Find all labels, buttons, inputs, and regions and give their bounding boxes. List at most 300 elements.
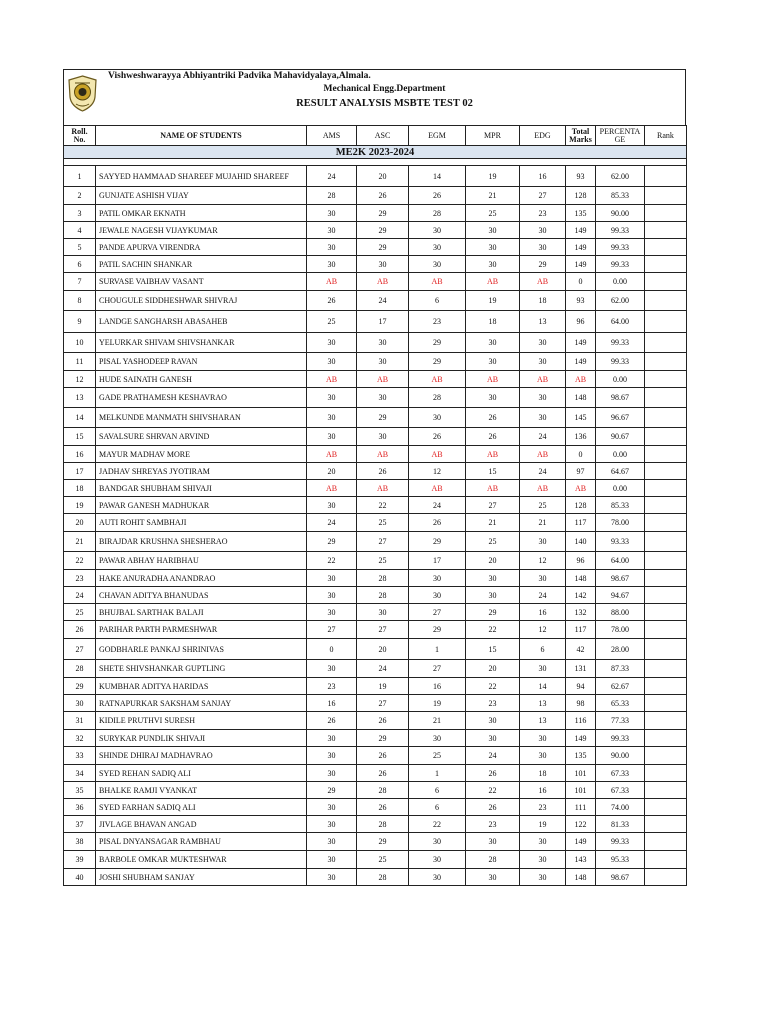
egm-mark: 16 — [409, 678, 466, 695]
asc-mark: 26 — [357, 799, 409, 816]
rank — [645, 256, 687, 273]
col-roll-header: Roll. No. — [64, 126, 96, 146]
asc-mark: 22 — [357, 497, 409, 514]
rank — [645, 205, 687, 222]
table-row — [64, 291, 687, 311]
roll-no: 11 — [64, 353, 96, 371]
egm-mark: 14 — [409, 166, 466, 187]
asc-mark: 30 — [357, 256, 409, 273]
percentage: 65.33 — [596, 695, 645, 712]
table-row — [64, 408, 687, 428]
percentage: 85.33 — [596, 497, 645, 514]
rank — [645, 695, 687, 712]
ams-mark: 30 — [307, 799, 357, 816]
table-row — [64, 604, 687, 621]
edg-mark: 30 — [520, 869, 566, 886]
roll-no: 29 — [64, 678, 96, 695]
percentage: 95.33 — [596, 851, 645, 869]
mpr-mark: 19 — [466, 166, 520, 187]
roll-no: 34 — [64, 765, 96, 782]
percentage: 90.67 — [596, 428, 645, 446]
col-ams-header: AMS — [307, 126, 357, 146]
student-name: BARBOLE OMKAR MUKTESHWAR — [96, 851, 307, 869]
edg-mark: 12 — [520, 552, 566, 570]
roll-no: 33 — [64, 747, 96, 765]
egm-mark: 23 — [409, 311, 466, 333]
asc-mark: 30 — [357, 333, 409, 353]
results-table — [63, 125, 687, 886]
roll-no: 21 — [64, 532, 96, 552]
student-name: MAYUR MADHAV MORE — [96, 446, 307, 463]
total-marks: 111 — [566, 799, 596, 816]
table-row — [64, 712, 687, 730]
student-name: BHUJBAL SARTHAK BALAJI — [96, 604, 307, 621]
table-row — [64, 388, 687, 408]
col-rank-header: Rank — [645, 126, 687, 146]
rank — [645, 851, 687, 869]
roll-no: 26 — [64, 621, 96, 639]
table-row — [64, 333, 687, 353]
student-name: BHALKE RAMJI VYANKAT — [96, 782, 307, 799]
asc-mark: AB — [357, 480, 409, 497]
asc-mark: 24 — [357, 660, 409, 678]
asc-mark: AB — [357, 371, 409, 388]
total-marks: 122 — [566, 816, 596, 833]
edg-mark: AB — [520, 446, 566, 463]
asc-mark: 28 — [357, 587, 409, 604]
ams-mark: 16 — [307, 695, 357, 712]
total-marks: 96 — [566, 311, 596, 333]
rank — [645, 782, 687, 799]
asc-mark: 30 — [357, 353, 409, 371]
total-marks: 148 — [566, 869, 596, 886]
table-row — [64, 428, 687, 446]
table-row — [64, 532, 687, 552]
egm-mark: 17 — [409, 552, 466, 570]
edg-mark: 30 — [520, 660, 566, 678]
total-marks: 135 — [566, 747, 596, 765]
asc-mark: 29 — [357, 408, 409, 428]
total-marks: AB — [566, 371, 596, 388]
mpr-mark: 22 — [466, 678, 520, 695]
roll-no: 7 — [64, 273, 96, 291]
rank — [645, 570, 687, 587]
edg-mark: AB — [520, 480, 566, 497]
total-marks: 149 — [566, 353, 596, 371]
ams-mark: 27 — [307, 621, 357, 639]
edg-mark: 16 — [520, 604, 566, 621]
rank — [645, 833, 687, 851]
total-marks: 149 — [566, 239, 596, 256]
rank — [645, 463, 687, 480]
student-name: AUTI ROHIT SAMBHAJI — [96, 514, 307, 532]
ams-mark: AB — [307, 480, 357, 497]
roll-no: 16 — [64, 446, 96, 463]
ams-mark: 30 — [307, 730, 357, 747]
student-name: GUNJATE ASHISH VIJAY — [96, 187, 307, 205]
table-row — [64, 816, 687, 833]
percentage: 98.67 — [596, 570, 645, 587]
edg-mark: 30 — [520, 353, 566, 371]
table-row — [64, 660, 687, 678]
rank — [645, 497, 687, 514]
ams-mark: 22 — [307, 552, 357, 570]
student-name: JADHAV SHREYAS JYOTIRAM — [96, 463, 307, 480]
asc-mark: 20 — [357, 639, 409, 660]
table-row — [64, 869, 687, 886]
percentage: 74.00 — [596, 799, 645, 816]
mpr-mark: 20 — [466, 552, 520, 570]
ams-mark: 30 — [307, 851, 357, 869]
ams-mark: 30 — [307, 765, 357, 782]
total-marks: 117 — [566, 514, 596, 532]
table-row — [64, 639, 687, 660]
roll-no: 14 — [64, 408, 96, 428]
egm-mark: 26 — [409, 428, 466, 446]
asc-mark: 29 — [357, 730, 409, 747]
edg-mark: 30 — [520, 239, 566, 256]
student-name: SURVASE VAIBHAV VASANT — [96, 273, 307, 291]
rank — [645, 428, 687, 446]
roll-no: 38 — [64, 833, 96, 851]
table-row — [64, 256, 687, 273]
egm-mark: 28 — [409, 388, 466, 408]
egm-mark: 30 — [409, 256, 466, 273]
student-name: YELURKAR SHIVAM SHIVSHANKAR — [96, 333, 307, 353]
edg-mark: 30 — [520, 730, 566, 747]
column-header-row — [64, 126, 687, 146]
student-name: PANDE APURVA VIRENDRA — [96, 239, 307, 256]
percentage: 62.00 — [596, 166, 645, 187]
rank — [645, 371, 687, 388]
asc-mark: 20 — [357, 166, 409, 187]
table-row — [64, 371, 687, 388]
table-row — [64, 587, 687, 604]
total-marks: 149 — [566, 730, 596, 747]
rank — [645, 621, 687, 639]
total-marks: 148 — [566, 570, 596, 587]
edg-mark: 29 — [520, 256, 566, 273]
rank — [645, 353, 687, 371]
percentage: 64.00 — [596, 552, 645, 570]
percentage: 0.00 — [596, 273, 645, 291]
student-rows — [64, 166, 687, 886]
egm-mark: AB — [409, 480, 466, 497]
student-name: SHINDE DHIRAJ MADHAVRAO — [96, 747, 307, 765]
egm-mark: 6 — [409, 291, 466, 311]
table-row — [64, 678, 687, 695]
mpr-mark: 30 — [466, 256, 520, 273]
ams-mark: 30 — [307, 388, 357, 408]
edg-mark: 23 — [520, 799, 566, 816]
ams-mark: 23 — [307, 678, 357, 695]
edg-mark: 30 — [520, 408, 566, 428]
percentage: 64.00 — [596, 311, 645, 333]
egm-mark: AB — [409, 446, 466, 463]
rank — [645, 187, 687, 205]
roll-no: 1 — [64, 166, 96, 187]
mpr-mark: 25 — [466, 532, 520, 552]
rank — [645, 273, 687, 291]
table-row — [64, 851, 687, 869]
asc-mark: AB — [357, 446, 409, 463]
roll-no: 31 — [64, 712, 96, 730]
student-name: SAVALSURE SHRVAN ARVIND — [96, 428, 307, 446]
egm-mark: 30 — [409, 570, 466, 587]
egm-mark: 21 — [409, 712, 466, 730]
total-marks: 98 — [566, 695, 596, 712]
egm-mark: 27 — [409, 604, 466, 621]
ams-mark: 24 — [307, 166, 357, 187]
roll-no: 6 — [64, 256, 96, 273]
percentage: 99.33 — [596, 333, 645, 353]
table-row — [64, 514, 687, 532]
percentage: 90.00 — [596, 205, 645, 222]
ams-mark: 30 — [307, 604, 357, 621]
edg-mark: 30 — [520, 747, 566, 765]
mpr-mark: 15 — [466, 463, 520, 480]
egm-mark: 25 — [409, 747, 466, 765]
table-row — [64, 782, 687, 799]
table-row — [64, 166, 687, 187]
percentage: 0.00 — [596, 480, 645, 497]
percentage: 90.00 — [596, 747, 645, 765]
table-row — [64, 695, 687, 712]
col-name-header: NAME OF STUDENTS — [96, 126, 307, 146]
percentage: 67.33 — [596, 782, 645, 799]
total-marks: 149 — [566, 222, 596, 239]
ams-mark: 30 — [307, 497, 357, 514]
rank — [645, 660, 687, 678]
ams-mark: 30 — [307, 587, 357, 604]
egm-mark: AB — [409, 371, 466, 388]
percentage: 64.67 — [596, 463, 645, 480]
ams-mark: AB — [307, 371, 357, 388]
rank — [645, 480, 687, 497]
edg-mark: 19 — [520, 816, 566, 833]
rank — [645, 730, 687, 747]
student-name: SYED REHAN SADIQ ALI — [96, 765, 307, 782]
rank — [645, 514, 687, 532]
mpr-mark: 30 — [466, 222, 520, 239]
rank — [645, 799, 687, 816]
roll-no: 24 — [64, 587, 96, 604]
ams-mark: 28 — [307, 187, 357, 205]
ams-mark: 30 — [307, 570, 357, 587]
egm-mark: AB — [409, 273, 466, 291]
col-edg-header: EDG — [520, 126, 566, 146]
total-marks: 101 — [566, 765, 596, 782]
percentage: 0.00 — [596, 371, 645, 388]
asc-mark: 26 — [357, 463, 409, 480]
mpr-mark: 27 — [466, 497, 520, 514]
rank — [645, 587, 687, 604]
ams-mark: 30 — [307, 660, 357, 678]
total-marks: 145 — [566, 408, 596, 428]
edg-mark: 13 — [520, 695, 566, 712]
rank — [645, 747, 687, 765]
roll-no: 30 — [64, 695, 96, 712]
percentage: 99.33 — [596, 833, 645, 851]
edg-mark: 21 — [520, 514, 566, 532]
student-name: JEWALE NAGESH VIJAYKUMAR — [96, 222, 307, 239]
roll-no: 10 — [64, 333, 96, 353]
mpr-mark: 22 — [466, 782, 520, 799]
edg-mark: 18 — [520, 765, 566, 782]
col-asc-header: ASC — [357, 126, 409, 146]
roll-no: 25 — [64, 604, 96, 621]
mpr-mark: AB — [466, 446, 520, 463]
mpr-mark: 30 — [466, 333, 520, 353]
institution-name: Vishweshwarayya Abhiyantriki Padvika Mahavidyalaya,Almala. — [108, 71, 371, 81]
student-name: KUMBHAR ADITYA HARIDAS — [96, 678, 307, 695]
batch-row — [64, 146, 687, 159]
total-marks: 142 — [566, 587, 596, 604]
egm-mark: 26 — [409, 514, 466, 532]
roll-no: 23 — [64, 570, 96, 587]
student-name: PATIL OMKAR EKNATH — [96, 205, 307, 222]
student-name: SHETE SHIVSHANKAR GUPTLING — [96, 660, 307, 678]
edg-mark: 27 — [520, 187, 566, 205]
egm-mark: 24 — [409, 497, 466, 514]
table-row — [64, 747, 687, 765]
egm-mark: 30 — [409, 587, 466, 604]
mpr-mark: AB — [466, 480, 520, 497]
percentage: 96.67 — [596, 408, 645, 428]
percentage: 62.67 — [596, 678, 645, 695]
table-row — [64, 480, 687, 497]
ams-mark: 30 — [307, 256, 357, 273]
result-sheet — [63, 69, 686, 886]
rank — [645, 712, 687, 730]
table-row — [64, 222, 687, 239]
asc-mark: 26 — [357, 712, 409, 730]
edg-mark: AB — [520, 273, 566, 291]
mpr-mark: 26 — [466, 428, 520, 446]
asc-mark: 29 — [357, 833, 409, 851]
total-marks: 132 — [566, 604, 596, 621]
mpr-mark: 19 — [466, 291, 520, 311]
student-name: PISAL DNYANSAGAR RAMBHAU — [96, 833, 307, 851]
asc-mark: 17 — [357, 311, 409, 333]
total-marks: AB — [566, 480, 596, 497]
edg-mark: 18 — [520, 291, 566, 311]
mpr-mark: 30 — [466, 353, 520, 371]
roll-no: 4 — [64, 222, 96, 239]
mpr-mark: 26 — [466, 765, 520, 782]
total-marks: 0 — [566, 273, 596, 291]
total-marks: 128 — [566, 497, 596, 514]
edg-mark: 13 — [520, 712, 566, 730]
mpr-mark: 24 — [466, 747, 520, 765]
student-name: PAWAR GANESH MADHUKAR — [96, 497, 307, 514]
egm-mark: 27 — [409, 660, 466, 678]
asc-mark: 27 — [357, 621, 409, 639]
asc-mark: 27 — [357, 695, 409, 712]
percentage: 28.00 — [596, 639, 645, 660]
student-name: JIVLAGE BHAVAN ANGAD — [96, 816, 307, 833]
rank — [645, 446, 687, 463]
asc-mark: 29 — [357, 239, 409, 256]
percentage: 67.33 — [596, 765, 645, 782]
roll-no: 22 — [64, 552, 96, 570]
mpr-mark: 30 — [466, 869, 520, 886]
total-marks: 42 — [566, 639, 596, 660]
rank — [645, 639, 687, 660]
edg-mark: 30 — [520, 833, 566, 851]
student-name: SYED FARHAN SADIQ ALI — [96, 799, 307, 816]
asc-mark: 30 — [357, 604, 409, 621]
roll-no: 27 — [64, 639, 96, 660]
edg-mark: 13 — [520, 311, 566, 333]
rank — [645, 678, 687, 695]
mpr-mark: 30 — [466, 712, 520, 730]
edg-mark: 6 — [520, 639, 566, 660]
mpr-mark: 15 — [466, 639, 520, 660]
egm-mark: 22 — [409, 816, 466, 833]
percentage: 78.00 — [596, 514, 645, 532]
ams-mark: 25 — [307, 311, 357, 333]
ams-mark: 20 — [307, 463, 357, 480]
table-row — [64, 463, 687, 480]
rank — [645, 166, 687, 187]
ams-mark: 26 — [307, 291, 357, 311]
student-name: CHAVAN ADITYA BHANUDAS — [96, 587, 307, 604]
department-name: Mechanical Engg.Department — [323, 84, 446, 94]
asc-mark: 28 — [357, 869, 409, 886]
edg-mark: 24 — [520, 463, 566, 480]
mpr-mark: 28 — [466, 851, 520, 869]
ams-mark: 24 — [307, 514, 357, 532]
roll-no: 28 — [64, 660, 96, 678]
egm-mark: 1 — [409, 765, 466, 782]
egm-mark: 28 — [409, 205, 466, 222]
student-name: GODBHARLE PANKAJ SHRINIVAS — [96, 639, 307, 660]
edg-mark: 25 — [520, 497, 566, 514]
student-name: PATIL SACHIN SHANKAR — [96, 256, 307, 273]
student-name: LANDGE SANGHARSH ABASAHEB — [96, 311, 307, 333]
ams-mark: 30 — [307, 239, 357, 256]
ams-mark: 29 — [307, 782, 357, 799]
roll-no: 20 — [64, 514, 96, 532]
ams-mark: 30 — [307, 333, 357, 353]
roll-no: 13 — [64, 388, 96, 408]
edg-mark: AB — [520, 371, 566, 388]
egm-mark: 6 — [409, 782, 466, 799]
total-marks: 97 — [566, 463, 596, 480]
student-name: KIDILE PRUTHVI SURESH — [96, 712, 307, 730]
spacer-row — [64, 159, 687, 166]
egm-mark: 30 — [409, 869, 466, 886]
roll-no: 5 — [64, 239, 96, 256]
rank — [645, 291, 687, 311]
edg-mark: 23 — [520, 205, 566, 222]
document-title: RESULT ANALYSIS MSBTE TEST 02 — [296, 98, 473, 109]
ams-mark: 30 — [307, 747, 357, 765]
asc-mark: 25 — [357, 851, 409, 869]
total-marks: 136 — [566, 428, 596, 446]
ams-mark: 30 — [307, 353, 357, 371]
roll-no: 3 — [64, 205, 96, 222]
mpr-mark: 23 — [466, 816, 520, 833]
mpr-mark: AB — [466, 371, 520, 388]
mpr-mark: 20 — [466, 660, 520, 678]
rank — [645, 311, 687, 333]
total-marks: 131 — [566, 660, 596, 678]
mpr-mark: 21 — [466, 514, 520, 532]
roll-no: 40 — [64, 869, 96, 886]
edg-mark: 24 — [520, 587, 566, 604]
